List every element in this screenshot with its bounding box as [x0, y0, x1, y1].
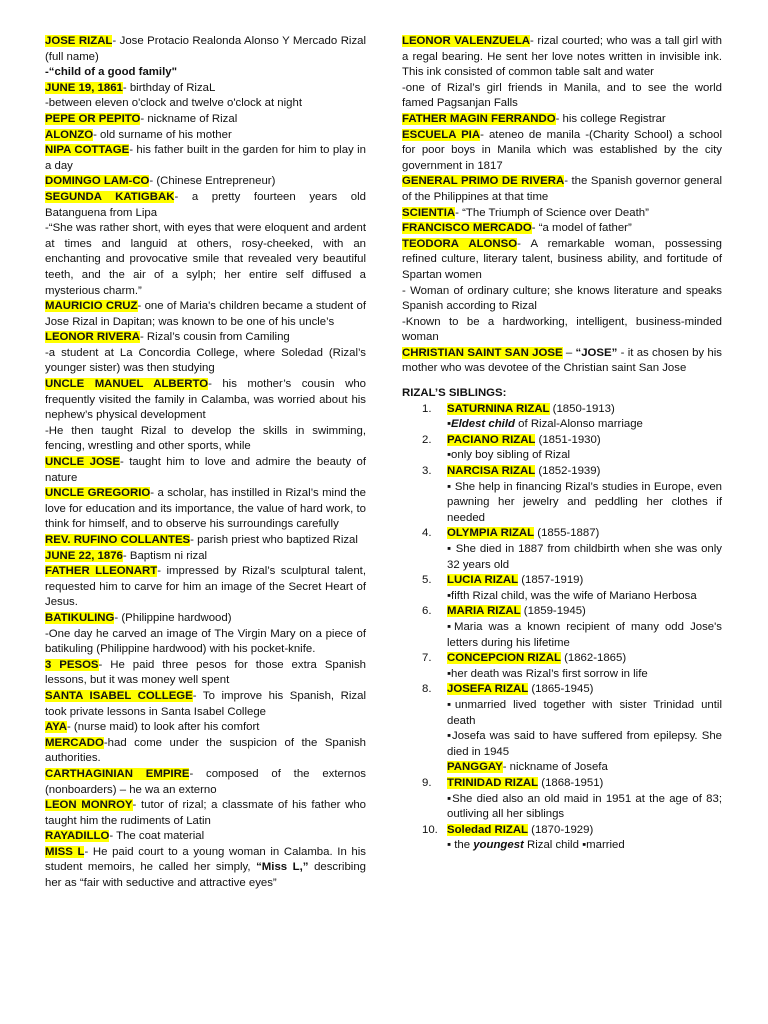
sibling-note [447, 480, 722, 527]
right-entry [402, 346, 722, 377]
right-entry [402, 174, 722, 205]
sibling-years: (1855-1887) [534, 527, 600, 540]
note-text: ▪ She help in financing Rizal’s studies in Europe, even pawning her jewelry and peddling her clothes if needed [447, 480, 722, 524]
entry-term: UNCLE GREGORIO [45, 487, 151, 500]
sibling-heading [447, 464, 722, 480]
right-entry [402, 315, 722, 346]
sibling-years: (1857-1919) [518, 574, 584, 587]
entry-term: UNCLE MANUEL ALBERTO [45, 378, 209, 391]
entry-term: GENERAL PRIMO DE RIVERA [402, 175, 565, 188]
sibling-number: 10. [422, 823, 438, 836]
left-entry [45, 128, 366, 144]
entry-text: - Woman of ordinary culture; she knows literature and speaks Spanish according to Rizal [402, 284, 722, 313]
entry-text: - a scholar, has instilled in Rizal’s mind the love for education and its importance, the value of hard work, to think for himself, and to observe his surroundings carefully [45, 487, 366, 531]
sibling-note [447, 542, 722, 573]
note-text: ▪ [447, 418, 452, 431]
entry-emphasis: -“child of a good family" [45, 66, 177, 79]
sibling-name: MARIA RIZAL [447, 605, 521, 618]
left-entry [45, 299, 366, 330]
left-entry [45, 533, 366, 549]
right-entry [402, 112, 722, 128]
note-emphasis: youngest [473, 839, 524, 852]
entry-text: - Baptism ni rizal [122, 549, 208, 562]
left-entry [45, 829, 366, 845]
sibling-heading [447, 823, 722, 839]
note-text: Rizal child ▪married [523, 839, 625, 852]
note-emphasis: Eldest child [451, 418, 515, 431]
entry-term: MAURICIO CRUZ [45, 300, 138, 313]
left-entry [45, 424, 366, 455]
left-entry [45, 720, 366, 736]
entry-term: FATHER MAGIN FERRANDO [402, 112, 556, 125]
left-entry [45, 174, 366, 190]
entry-text: -between eleven o'clock and twelve o'clock at night [45, 97, 302, 110]
sibling-item [402, 823, 722, 854]
entry-term: MISS L [45, 845, 85, 858]
left-entry [45, 81, 366, 97]
entry-text: -Known to be a hardworking, intelligent, business-minded woman [402, 315, 722, 344]
left-entry [45, 190, 366, 221]
sibling-number: 4. [422, 527, 432, 540]
left-entry [45, 658, 366, 689]
note-text: ▪Josefa was said to have suffered from epilepsy. She died in 1945 [447, 730, 722, 758]
sibling-name: LUCIA RIZAL [447, 574, 519, 587]
sibling-name: TRINIDAD RIZAL [447, 776, 539, 789]
entry-text: - the Spanish governor general of the Philippines at that time [402, 175, 722, 203]
note-text: ▪ She died in 1887 from childbirth when she was only 32 years old [447, 543, 722, 571]
entry-text: -a student at La Concordia College, where Soledad (Rizal’s younger sister) was then studying [45, 346, 366, 375]
entry-term: MERCADO [45, 736, 104, 749]
right-entry [402, 81, 722, 112]
entry-text: - his college Registrar [555, 112, 666, 125]
left-entry [45, 564, 366, 611]
entry-text: - “a model of father” [531, 222, 632, 235]
entry-term: SANTA ISABEL COLLEGE [45, 689, 193, 702]
entry-term: NIPA COTTAGE [45, 144, 130, 157]
sibling-name: JOSEFA RIZAL [447, 683, 529, 696]
siblings-list [402, 402, 722, 854]
sibling-heading [447, 433, 722, 449]
left-entry [45, 627, 366, 658]
left-entry [45, 486, 366, 533]
left-entry [45, 736, 366, 767]
entry-text: - ateneo de manila -(Charity School) a school for poor boys in Manila which was established by the city government in 1817 [402, 128, 722, 172]
sibling-heading [447, 526, 722, 542]
entry-term: AYA [45, 721, 67, 734]
left-entry [45, 798, 366, 829]
left-entry [45, 845, 366, 892]
left-entry [45, 65, 366, 81]
sibling-name: Soledad RIZAL [447, 823, 529, 836]
entry-text: - a pretty fourteen years old Batanguena from Lipa [45, 190, 367, 219]
left-entry [45, 221, 366, 299]
sibling-years: (1852-1939) [535, 465, 601, 478]
sibling-item [402, 776, 722, 823]
entry-text: - He paid three pesos for those extra Spanish lessons, but it was money well spent [45, 658, 366, 687]
sibling-years: (1868-1951) [538, 776, 604, 789]
sibling-heading [447, 776, 722, 792]
entry-term: LEONOR VALENZUELA [402, 35, 531, 47]
sibling-heading [447, 682, 722, 698]
entry-text: - (Chinese Entrepreneur) [149, 175, 276, 188]
entry-text: - taught him to love and admire the beauty of nature [45, 456, 366, 484]
siblings-title: RIZAL’S SIBLINGS: [402, 387, 507, 400]
left-column [45, 34, 366, 892]
sibling-number: 1. [422, 402, 432, 415]
sibling-years: (1850-1913) [549, 402, 615, 415]
note-text: ▪unmarried lived together with sister Trinidad until death [447, 698, 722, 727]
sibling-item [402, 573, 722, 604]
entry-term: LEON MONROY [45, 799, 133, 812]
entry-text: describing her as “fair with seductive and attractive eyes” [45, 861, 366, 890]
sibling-number: 2. [422, 433, 432, 446]
entry-text: - (nurse maid) to look after his comfort [66, 721, 260, 734]
entry-text: -One day he carved an image of The Virgin Mary on a piece of batikuling (Philippine hardwood) with his pocket-knife. [45, 627, 366, 656]
entry-term: REV. RUFINO COLLANTES [45, 534, 191, 546]
entry-text: - Jose Protacio Realonda Alonso Y Mercado Rizal (full name) [45, 35, 367, 63]
entry-term: BATIKULING [45, 611, 115, 624]
sibling-note [447, 620, 722, 651]
entry-emphasis: “Miss L,” [256, 861, 309, 874]
right-entry [402, 206, 722, 222]
entry-term: JUNE 22, 1876 [45, 549, 123, 562]
entry-emphasis: “JOSE” [575, 346, 618, 359]
entry-text: -had come under the suspicion of the Spanish authorities. [45, 736, 366, 765]
sibling-years: (1859-1945) [520, 605, 586, 618]
entry-text: - parish priest who baptized Rizal [190, 534, 358, 546]
sibling-years: (1851-1930) [535, 433, 601, 446]
sibling-heading [447, 651, 722, 667]
entry-text: - it as chosen by his mother who was devotee of the Christian saint San Jose [402, 346, 722, 375]
sibling-item [402, 526, 722, 573]
sibling-note [447, 667, 722, 683]
note-text: ▪her death was Rizal’s first sorrow in life [447, 667, 648, 680]
sibling-name: SATURNINA RIZAL [447, 402, 550, 415]
entry-text: - He paid court to a young woman in Calamba. In his student memoirs, he called her simply, [45, 845, 366, 874]
sibling-item [402, 604, 722, 651]
entry-text: - “The Triumph of Science over Death” [455, 206, 649, 219]
sibling-extra-text: - nickname of Josefa [502, 761, 608, 774]
entry-text: - Rizal’s cousin from Camiling [139, 331, 290, 344]
entry-term: SEGUNDA KATIGBAK [45, 190, 175, 203]
entry-term: TEODORA ALONSO [402, 237, 518, 250]
entry-term: FRANCISCO MERCADO [402, 222, 532, 235]
sibling-name: PACIANO RIZAL [447, 433, 536, 446]
left-entry [45, 96, 366, 112]
sibling-item [402, 682, 722, 776]
sibling-years: (1870-1929) [528, 823, 594, 836]
left-entry [45, 455, 366, 486]
entry-term: LEONOR RIVERA [45, 331, 140, 344]
entry-text: - (Philippine hardwood) [114, 611, 232, 624]
entry-term: PEPE OR PEPITO [45, 112, 141, 125]
entry-text: - A remarkable woman, possessing refined culture, literary talent, business ability, and fortitude of Spartan women [402, 237, 723, 281]
entry-term: CHRISTIAN SAINT SAN JOSE [402, 346, 563, 359]
entry-text: - his father built in the garden for him to play in a day [45, 144, 367, 172]
entry-text: - old surname of his mother [93, 128, 232, 141]
right-entries [402, 34, 722, 377]
sibling-heading [447, 604, 722, 620]
left-entry [45, 611, 366, 627]
sibling-number: 6. [422, 605, 432, 618]
sibling-heading [447, 573, 722, 589]
note-text: ▪She died also an old maid in 1951 at the age of 83; outliving all her siblings [447, 792, 722, 821]
sibling-name: CONCEPCION RIZAL [447, 652, 561, 665]
sibling-extra [447, 760, 722, 776]
entry-term: UNCLE JOSE [45, 456, 121, 469]
right-entry [402, 34, 722, 81]
sibling-note [447, 448, 722, 464]
entry-text: - nickname of Rizal [140, 112, 238, 125]
sibling-item [402, 464, 722, 526]
entry-term: ALONZO [45, 128, 94, 141]
left-entry [45, 112, 366, 128]
entry-text: - birthday of RizaL [122, 81, 216, 94]
sibling-note [447, 792, 722, 823]
entry-term: ESCUELA PIA [402, 128, 481, 141]
entry-text: - one of Maria's children became a student of Jose Rizal in Dapitan; was known to be one of his uncle’s [45, 300, 366, 328]
entry-term: RAYADILLO [45, 830, 110, 843]
sibling-note [447, 417, 722, 433]
sibling-years: (1862-1865) [560, 652, 627, 665]
note-text: ▪ the [447, 839, 474, 852]
entry-text: -He then taught Rizal to develop the skills in swimming, fencing, wrestling and other sports, while [45, 424, 366, 453]
sibling-extra-term: PANGGAY [447, 761, 503, 774]
entry-term: JOSE RIZAL [45, 35, 113, 47]
sibling-name: NARCISA RIZAL [447, 465, 536, 478]
entry-text: - tutor of rizal; a classmate of his father who taught him the rudiments of Latin [45, 799, 366, 827]
entry-text: - composed of the externos (nonboarders) – he wa an externo [45, 767, 367, 796]
left-entry [45, 549, 366, 565]
entry-term: FATHER LLEONART [45, 565, 158, 578]
entry-text: - his mother’s cousin who frequently visited the family in Calamba, was worried about his nephew’s physical development [45, 378, 366, 422]
sibling-note [447, 698, 722, 729]
note-text: ▪only boy sibling of Rizal [447, 449, 571, 462]
sibling-note [447, 838, 722, 854]
right-entry [402, 284, 722, 315]
sibling-number: 3. [422, 465, 432, 478]
right-entry [402, 128, 722, 175]
sibling-number: 9. [422, 776, 432, 789]
entry-text: -“She was rather short, with eyes that were eloquent and ardent at times and languid at others, rosy-cheeked, with an enchanting and provocative smile that revealed very beautiful teeth, and the air of a sylph; her entire self diffused a mysterious charm.” [45, 222, 367, 297]
sibling-item [402, 402, 722, 433]
entry-term: 3 PESOS [45, 658, 99, 671]
left-entry [45, 377, 366, 424]
sibling-item [402, 433, 722, 464]
sibling-item [402, 651, 722, 682]
sibling-number: 5. [422, 574, 432, 587]
right-entry [402, 237, 722, 284]
left-entry [45, 689, 366, 720]
sibling-heading [447, 402, 722, 418]
right-column [402, 34, 722, 854]
left-entry [45, 34, 366, 65]
left-entry [45, 143, 366, 174]
left-entry [45, 767, 366, 798]
entry-text: -one of Rizal’s girl friends in Manila, and to see the world famed Pagsanjan Falls [402, 81, 722, 110]
note-text: ▪fifth Rizal child, was the wife of Mariano Herbosa [447, 589, 697, 602]
note-text: of Rizal-Alonso marriage [514, 418, 643, 431]
note-text: ▪Maria was a known recipient of many odd Jose's letters during his lifetime [447, 620, 722, 649]
sibling-years: (1865-1945) [528, 683, 594, 696]
entry-text: - impressed by Rizal’s sculptural talent, requested him to carve for him an image of the Secret Heart of Jesus. [45, 565, 367, 609]
entry-term: JUNE 19, 1861 [45, 81, 123, 94]
sibling-note [447, 729, 722, 760]
entry-text: - To improve his Spanish, Rizal took private lessons in Santa Isabel College [45, 689, 366, 718]
entry-term: DOMINGO LAM-CO [45, 175, 150, 188]
entry-term: SCIENTIA [402, 206, 456, 219]
entry-term: CARTHAGINIAN EMPIRE [45, 767, 190, 780]
sibling-number: 7. [422, 652, 432, 665]
sibling-number: 8. [422, 683, 432, 696]
sibling-name: OLYMPIA RIZAL [447, 527, 535, 540]
left-entry [45, 330, 366, 346]
right-entry [402, 221, 722, 237]
sibling-note [447, 589, 722, 605]
entry-text: – [562, 346, 576, 359]
left-entry [45, 346, 366, 377]
entry-text: - The coat material [109, 830, 205, 843]
entry-text: - rizal courted; who was a tall girl with a regal bearing. He sent her love notes written in invisible ink. This ink consisted of common table salt and water [402, 35, 722, 79]
